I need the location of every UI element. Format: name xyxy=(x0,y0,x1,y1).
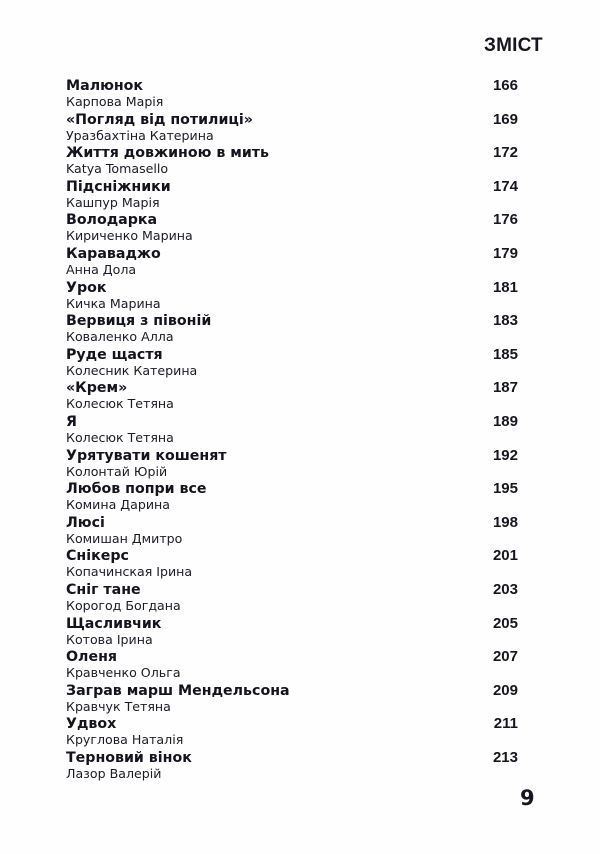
entry-title: Терновий вінок xyxy=(66,749,192,766)
entry-page-number: 203 xyxy=(492,580,518,598)
toc-entry xyxy=(0,280,600,314)
entry-title: Заграв марш Мендельсона xyxy=(66,682,290,699)
entry-title: Вервиця з півоній xyxy=(66,313,212,330)
entry-author: Кириченко Марина xyxy=(66,228,193,244)
page-number: 9 xyxy=(520,786,535,810)
toc-entry xyxy=(0,616,600,650)
toc-entry xyxy=(0,750,600,784)
toc-entry xyxy=(0,347,600,381)
toc-entry xyxy=(0,716,600,750)
entry-page-number: 213 xyxy=(492,748,518,766)
entry-author: Кравчук Тетяна xyxy=(66,698,171,714)
entry-author: Колесюк Тетяна xyxy=(66,429,174,445)
entry-page-number: 207 xyxy=(492,648,518,666)
entry-title: Караваджо xyxy=(66,245,161,262)
toc-entry xyxy=(0,179,600,213)
entry-author: Карпова Марія xyxy=(66,94,164,109)
entry-page-number: 192 xyxy=(492,446,518,464)
toc-entry xyxy=(0,414,600,448)
toc-entry xyxy=(0,112,600,146)
entry-title: Оленя xyxy=(66,649,117,666)
entry-author: Кичка Марина xyxy=(66,295,161,311)
entry-title: «Погляд від потилиці» xyxy=(66,111,253,128)
entry-page-number: 201 xyxy=(492,547,518,565)
toc-entry xyxy=(0,380,600,414)
toc-entry xyxy=(0,313,600,347)
entry-page-number: 185 xyxy=(492,345,518,363)
entry-title: Люсі xyxy=(66,514,105,531)
toc-entry xyxy=(0,212,600,246)
entry-page-number: 174 xyxy=(492,177,518,195)
entry-page-number: 176 xyxy=(492,211,518,229)
toc-entry xyxy=(0,515,600,549)
entry-title: Руде щастя xyxy=(66,346,163,363)
entry-title: Любов попри все xyxy=(66,481,207,498)
entry-author: Копачинская Ірина xyxy=(66,564,193,580)
entry-title: Урок xyxy=(66,279,107,296)
entry-title: Володарка xyxy=(66,212,158,229)
toc-heading: ЗМІСТ xyxy=(484,35,543,56)
toc-entry xyxy=(0,448,600,482)
entry-author: Корогод Богдана xyxy=(66,597,181,613)
toc-list xyxy=(0,78,600,783)
entry-title: Я xyxy=(66,413,77,430)
toc-entry xyxy=(0,548,600,582)
entry-author: Колесюк Тетяна xyxy=(66,396,174,412)
entry-title: Підсніжники xyxy=(66,178,171,195)
entry-page-number: 183 xyxy=(492,312,518,330)
entry-author: Круглова Наталія xyxy=(66,732,184,748)
entry-title: Снікерс xyxy=(66,548,129,565)
entry-author: Кравченко Ольга xyxy=(66,665,181,681)
entry-author: Колесник Катерина xyxy=(66,362,198,378)
entry-page-number: 179 xyxy=(492,244,518,262)
toc-entry xyxy=(0,481,600,515)
entry-page-number: 166 xyxy=(492,77,518,94)
entry-page-number: 189 xyxy=(492,412,518,430)
entry-page-number: 172 xyxy=(492,144,518,162)
toc-entry xyxy=(0,582,600,616)
entry-page-number: 169 xyxy=(492,110,518,128)
entry-title: «Крем» xyxy=(66,380,128,397)
toc-entry xyxy=(0,246,600,280)
entry-page-number: 211 xyxy=(493,715,518,733)
entry-author: Лазор Валерій xyxy=(66,765,162,781)
entry-author: Анна Дола xyxy=(66,261,137,277)
entry-title: Удвох xyxy=(66,716,117,733)
entry-page-number: 209 xyxy=(492,681,518,699)
entry-title: Сніг тане xyxy=(66,581,141,598)
toc-entry xyxy=(0,145,600,179)
entry-author: Котова Ірина xyxy=(66,631,153,647)
entry-page-number: 187 xyxy=(492,379,518,397)
entry-page-number: 205 xyxy=(492,614,518,632)
entry-title: Життя довжиною в мить xyxy=(66,145,269,162)
entry-author: Коваленко Алла xyxy=(66,329,174,345)
entry-title: Малюнок xyxy=(66,78,144,94)
toc-entry xyxy=(0,683,600,717)
entry-author: Уразбахтіна Катерина xyxy=(66,127,214,143)
toc-entry xyxy=(0,649,600,683)
entry-page-number: 181 xyxy=(492,278,518,296)
entry-author: Колонтай Юрій xyxy=(66,463,168,479)
entry-page-number: 195 xyxy=(492,480,518,498)
entry-author: Комина Дарина xyxy=(66,497,170,513)
entry-author: Кашпур Марія xyxy=(66,194,160,210)
entry-title: Урятувати кошенят xyxy=(66,447,227,464)
entry-page-number: 198 xyxy=(492,513,518,531)
entry-title: Щасливчик xyxy=(66,615,162,632)
toc-entry xyxy=(0,78,600,112)
entry-author: Katya Tomasello xyxy=(66,161,169,177)
entry-author: Комишан Дмитро xyxy=(66,530,183,546)
